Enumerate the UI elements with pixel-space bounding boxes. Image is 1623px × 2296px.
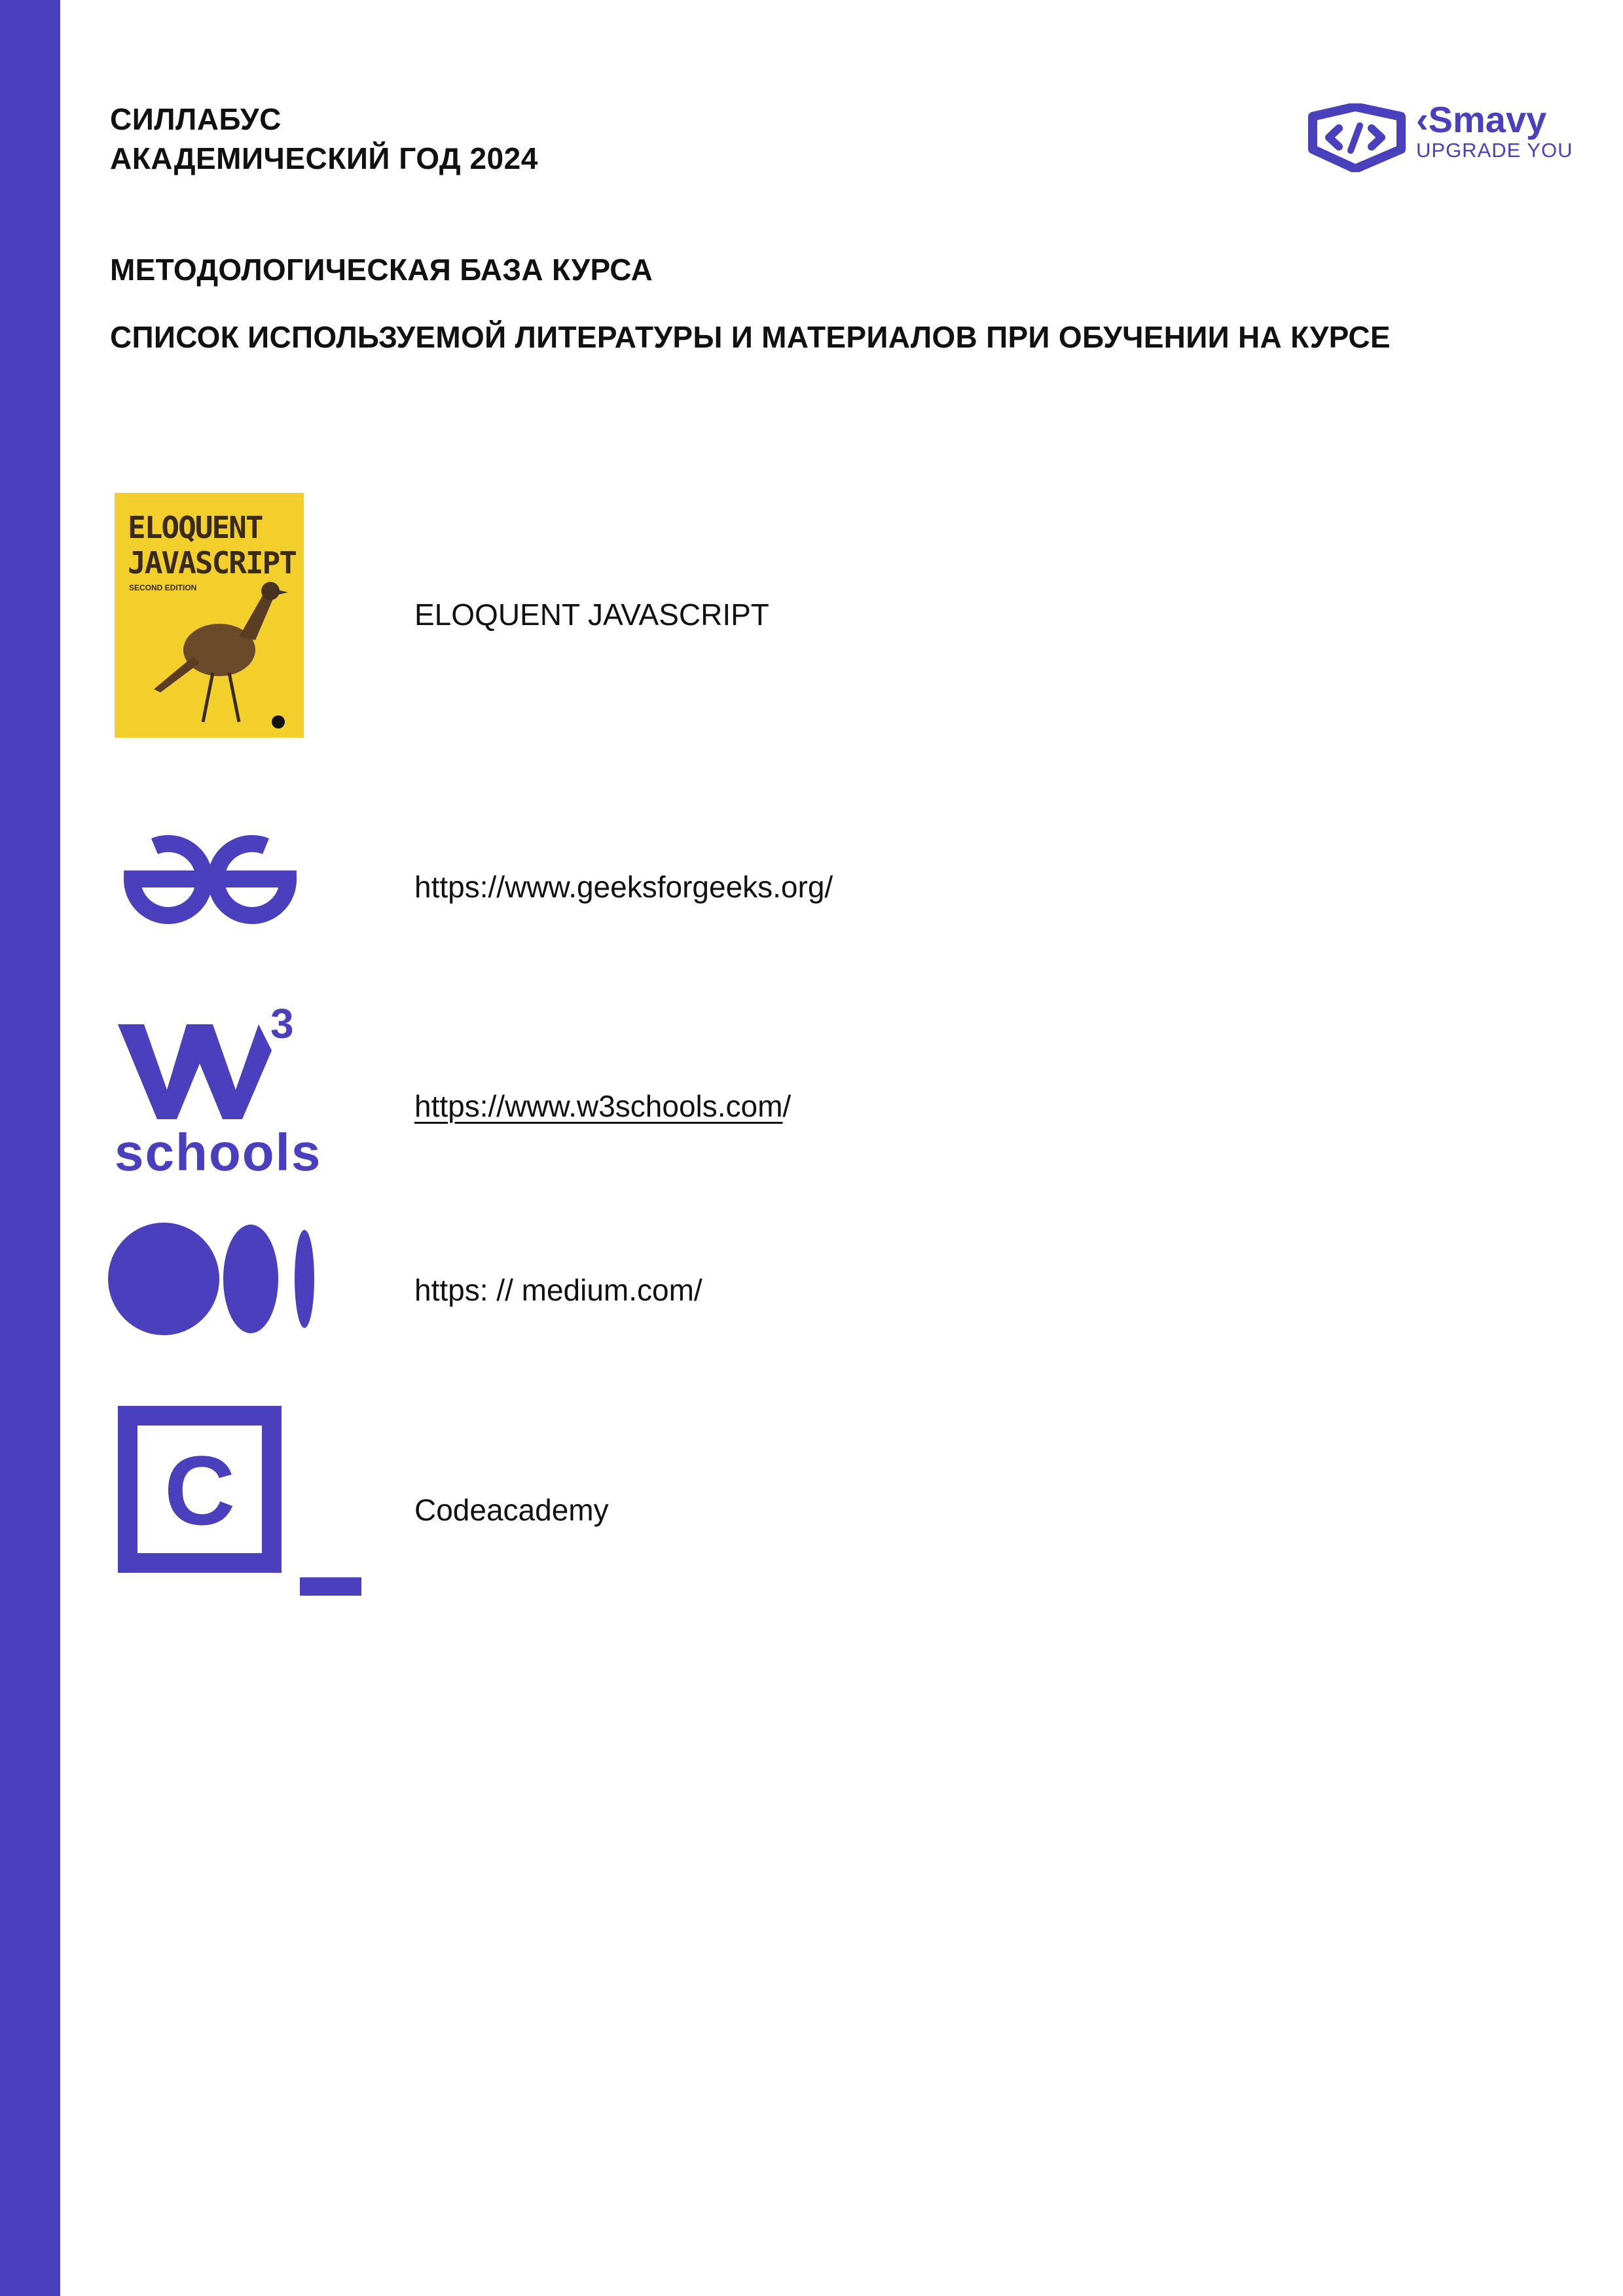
w3schools-superscript: 3 xyxy=(270,1000,294,1047)
medium-icon xyxy=(108,1223,318,1335)
w3schools-icon xyxy=(115,1000,322,1181)
w3schools-link[interactable]: https://www.w3schools.com xyxy=(414,1089,783,1123)
methodology-title: МЕТОДОЛОГИЧЕСКАЯ БАЗА КУРСА xyxy=(110,253,653,287)
eloquent-javascript-book-icon xyxy=(115,493,304,738)
side-accent-bar xyxy=(0,0,60,2296)
resource-text-book: ELOQUENT JAVASCRIPT xyxy=(414,598,769,632)
codecademy-letter: C xyxy=(164,1435,236,1545)
smavy-logo xyxy=(1306,97,1581,175)
literature-title: СПИСОК ИСПОЛЬЗУЕМОЙ ЛИТЕРАТУРЫ И МАТЕРИАЛОВ ПРИ ОБУЧЕНИИ НА КУРСЕ xyxy=(110,320,1391,354)
geeksforgeeks-icon xyxy=(118,830,302,928)
book-cover-edition: SECOND EDITION xyxy=(129,583,197,592)
resource-text-codecademy: Codeacademy xyxy=(414,1493,609,1527)
bird-illustration-icon xyxy=(141,565,298,735)
w3schools-link-trailing: / xyxy=(782,1089,792,1123)
book-cover-title-line-1: ELOQUENT xyxy=(128,510,263,545)
resource-text-w3schools[interactable] xyxy=(414,1088,791,1124)
resource-text-geeksforgeeks[interactable]: https://www.geeksforgeeks.org/ xyxy=(414,870,833,904)
smavy-mark-icon xyxy=(1306,103,1408,172)
header-line-1: СИЛЛАБУС xyxy=(110,102,282,136)
logo-name: ‹Smavy xyxy=(1416,99,1547,140)
codecademy-underscore xyxy=(300,1577,361,1596)
resource-text-medium[interactable]: https: // medium.com/ xyxy=(414,1273,702,1307)
header-line-2: АКАДЕМИЧЕСКИЙ ГОД 2024 xyxy=(110,141,538,175)
book-cover-title-line-2: JAVASCRIPT xyxy=(128,545,296,581)
codecademy-icon xyxy=(118,1406,361,1599)
logo-tagline: UPGRADE YOU xyxy=(1416,139,1573,162)
w3schools-wordmark: schools xyxy=(115,1123,322,1181)
syllabus-header xyxy=(110,99,538,178)
